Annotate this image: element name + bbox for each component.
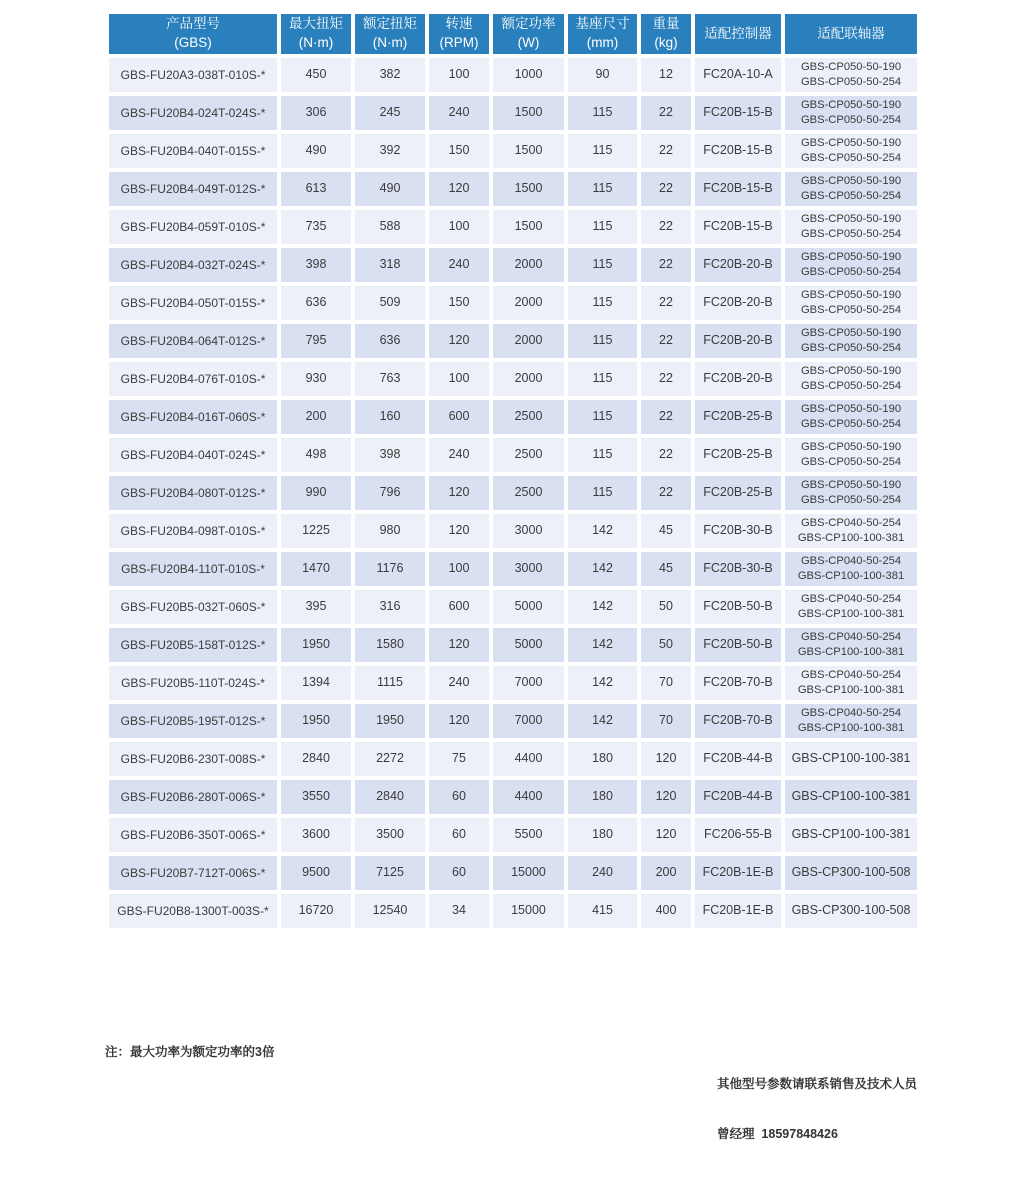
table-row [107,170,919,208]
table-cell: 2272 [353,740,427,778]
table-cell: FC20B-30-B [693,512,783,550]
table-cell: 22 [639,170,693,208]
table-cell: 22 [639,246,693,284]
table-row [107,854,919,892]
table-row [107,778,919,816]
table-cell: GBS-CP050-50-190 GBS-CP050-50-254 [783,170,919,208]
table-cell: 3600 [279,816,353,854]
table-cell: 2500 [491,398,566,436]
table-cell: 5000 [491,588,566,626]
table-cell: 509 [353,284,427,322]
table-cell: 115 [566,208,639,246]
table-cell: GBS-FU20B6-350T-006S-* [107,816,279,854]
table-cell: GBS-CP040-50-254 GBS-CP100-100-381 [783,588,919,626]
col-header-base-size [566,12,639,56]
table-row [107,512,919,550]
table-cell: 980 [353,512,427,550]
table-cell: 12540 [353,892,427,930]
table-row [107,398,919,436]
table-cell: 3000 [491,550,566,588]
table-cell: GBS-FU20B7-712T-006S-* [107,854,279,892]
table-cell: GBS-FU20B4-050T-015S-* [107,284,279,322]
table-cell: 2500 [491,474,566,512]
table-cell: 735 [279,208,353,246]
table-cell: 318 [353,246,427,284]
table-cell: 796 [353,474,427,512]
table-cell: GBS-CP300-100-508 [783,892,919,930]
table-cell: 4400 [491,740,566,778]
table-cell: 1580 [353,626,427,664]
table-cell: GBS-FU20B4-016T-060S-* [107,398,279,436]
table-cell: GBS-CP100-100-381 [783,778,919,816]
table-row [107,360,919,398]
table-cell: 160 [353,398,427,436]
table-cell: 600 [427,398,491,436]
table-row [107,626,919,664]
table-cell: 142 [566,664,639,702]
col-header-speed-line2: (RPM) [439,35,479,50]
table-cell: 115 [566,170,639,208]
table-cell: 240 [427,94,491,132]
table-cell: 15000 [491,892,566,930]
table-cell: 490 [279,132,353,170]
table-cell: 398 [353,436,427,474]
table-cell: 990 [279,474,353,512]
table-cell: 1115 [353,664,427,702]
table-cell: 2000 [491,322,566,360]
table-cell: 22 [639,398,693,436]
table-cell: 75 [427,740,491,778]
table-cell: 613 [279,170,353,208]
table-row [107,816,919,854]
table-cell: 115 [566,284,639,322]
table-cell: 498 [279,436,353,474]
table-cell: 1394 [279,664,353,702]
table-cell: FC20B-30-B [693,550,783,588]
table-cell: FC20B-25-B [693,436,783,474]
col-header-model-line1: 产品型号 [166,16,220,32]
table-cell: 120 [639,740,693,778]
table-cell: 142 [566,588,639,626]
table-cell: 795 [279,322,353,360]
table-row [107,892,919,930]
table-cell: 2500 [491,436,566,474]
table-cell: 120 [427,322,491,360]
table-row [107,132,919,170]
table-cell: 240 [566,854,639,892]
table-cell: GBS-CP300-100-508 [783,854,919,892]
table-cell: 7125 [353,854,427,892]
table-cell: 15000 [491,854,566,892]
table-cell: FC20B-70-B [693,702,783,740]
table-cell: FC20B-20-B [693,246,783,284]
table-row [107,436,919,474]
table-cell: FC20B-50-B [693,588,783,626]
table-cell: 115 [566,322,639,360]
table-cell: 120 [427,702,491,740]
table-row [107,664,919,702]
table-cell: 392 [353,132,427,170]
footnote-contact-phone: 曾经理 18597848426 [716,1127,838,1142]
table-row [107,284,919,322]
table-cell: 1500 [491,208,566,246]
table-cell: 2000 [491,360,566,398]
table-cell: 70 [639,702,693,740]
table-header [107,12,919,56]
table-cell: 636 [279,284,353,322]
table-row [107,246,919,284]
table-cell: 115 [566,246,639,284]
table-cell: 240 [427,664,491,702]
table-cell: GBS-FU20B4-098T-010S-* [107,512,279,550]
table-cell: GBS-FU20B4-040T-024S-* [107,436,279,474]
table-cell: 12 [639,56,693,94]
table-cell: FC20B-44-B [693,740,783,778]
table-cell: GBS-CP100-100-381 [783,740,919,778]
table-cell: GBS-FU20B5-158T-012S-* [107,626,279,664]
table-cell: 22 [639,322,693,360]
table-cell: 4400 [491,778,566,816]
table-cell: GBS-CP050-50-190 GBS-CP050-50-254 [783,322,919,360]
table-cell: 16720 [279,892,353,930]
footnote-max-power: 注：最大功率为额定功率的3倍 [105,1045,275,1059]
table-cell: 763 [353,360,427,398]
table-row [107,94,919,132]
table-cell: 306 [279,94,353,132]
table-row [107,588,919,626]
col-header-controller [693,12,783,56]
table-cell: 1500 [491,132,566,170]
table-cell: FC20B-15-B [693,208,783,246]
table-cell: GBS-FU20B4-032T-024S-* [107,246,279,284]
table-cell: 142 [566,702,639,740]
col-header-rated-power-line2: (W) [517,35,540,50]
table-cell: FC20B-1E-B [693,892,783,930]
table-cell: 60 [427,778,491,816]
table-cell: GBS-CP040-50-254 GBS-CP100-100-381 [783,664,919,702]
table-row [107,550,919,588]
table-cell: 142 [566,626,639,664]
table-cell: 60 [427,816,491,854]
col-header-model [107,12,279,56]
table-cell: 22 [639,208,693,246]
table-cell: 142 [566,512,639,550]
table-cell: 115 [566,398,639,436]
table-cell: GBS-CP050-50-190 GBS-CP050-50-254 [783,132,919,170]
table-cell: 115 [566,360,639,398]
table-cell: 240 [427,246,491,284]
col-header-weight-line2: (kg) [654,35,678,50]
col-header-rated-power [491,12,566,56]
table-row [107,322,919,360]
table-cell: 60 [427,854,491,892]
table-cell: GBS-FU20B5-195T-012S-* [107,702,279,740]
table-cell: 70 [639,664,693,702]
table-cell: FC20B-15-B [693,94,783,132]
table-row [107,56,919,94]
table-cell: FC20A-10-A [693,56,783,94]
table-cell: 1176 [353,550,427,588]
col-header-model-line2: (GBS) [174,35,212,50]
table-cell: 7000 [491,702,566,740]
table-cell: GBS-CP050-50-190 GBS-CP050-50-254 [783,208,919,246]
col-header-base-size-line2: (mm) [586,35,619,50]
table-cell: GBS-FU20B4-080T-012S-* [107,474,279,512]
table-cell: FC20B-15-B [693,132,783,170]
col-header-speed-line1: 转速 [445,16,473,32]
table-cell: FC20B-1E-B [693,854,783,892]
table-cell: 22 [639,360,693,398]
table-cell: FC20B-20-B [693,284,783,322]
footer [105,1042,917,1177]
table-row [107,474,919,512]
table-cell: 1500 [491,94,566,132]
table-cell: 395 [279,588,353,626]
table-cell: 3000 [491,512,566,550]
table-cell: 100 [427,56,491,94]
table-cell: 180 [566,778,639,816]
col-header-rated-torque [353,12,427,56]
col-header-weight-line1: 重量 [652,16,680,32]
table-cell: GBS-CP050-50-190 GBS-CP050-50-254 [783,94,919,132]
table-cell: GBS-FU20B4-076T-010S-* [107,360,279,398]
table-cell: 180 [566,740,639,778]
table-cell: FC20B-70-B [693,664,783,702]
table-cell: 22 [639,436,693,474]
table-cell: GBS-CP040-50-254 GBS-CP100-100-381 [783,550,919,588]
table-cell: GBS-CP050-50-190 GBS-CP050-50-254 [783,360,919,398]
table-cell: GBS-FU20B4-064T-012S-* [107,322,279,360]
table-cell: FC20B-25-B [693,398,783,436]
table-cell: 120 [427,474,491,512]
table-cell: 22 [639,132,693,170]
table-cell: 90 [566,56,639,94]
table-cell: 180 [566,816,639,854]
col-header-base-size-line1: 基座尺寸 [575,16,630,32]
table-cell: 50 [639,588,693,626]
table-cell: GBS-CP040-50-254 GBS-CP100-100-381 [783,512,919,550]
table-cell: 245 [353,94,427,132]
table-cell: 120 [639,778,693,816]
table-cell: 120 [427,170,491,208]
table-cell: 50 [639,626,693,664]
col-header-coupling-line1: 适配联轴器 [817,25,885,41]
table-cell: 3550 [279,778,353,816]
footnote-contact-line1: 其他型号参数请联系销售及技术人员 [716,1076,917,1091]
table-cell: 588 [353,208,427,246]
table-cell: GBS-FU20B6-230T-008S-* [107,740,279,778]
table-cell: FC20B-20-B [693,322,783,360]
table-cell: 1950 [279,626,353,664]
table-cell: GBS-FU20B4-024T-024S-* [107,94,279,132]
table-cell: 2840 [279,740,353,778]
table-cell: 2000 [491,246,566,284]
table-cell: GBS-CP050-50-190 GBS-CP050-50-254 [783,284,919,322]
table-cell: 120 [427,626,491,664]
table-cell: 150 [427,132,491,170]
table-row [107,702,919,740]
table-cell: 398 [279,246,353,284]
table-cell: 100 [427,208,491,246]
table-cell: 115 [566,436,639,474]
table-cell: GBS-FU20B6-280T-006S-* [107,778,279,816]
col-header-rated-power-line1: 额定功率 [501,16,556,32]
table-cell: FC206-55-B [693,816,783,854]
table-cell: 2840 [353,778,427,816]
table-cell: GBS-FU20B4-049T-012S-* [107,170,279,208]
table-cell: 1500 [491,170,566,208]
table-cell: 22 [639,284,693,322]
header-row [107,12,919,56]
col-header-rated-torque-line2: (N·m) [372,35,408,50]
col-header-coupling [783,12,919,56]
table-cell: FC20B-44-B [693,778,783,816]
table-cell: 22 [639,94,693,132]
table-body [107,56,919,930]
col-header-rated-torque-line1: 额定扭矩 [363,16,417,32]
table-cell: 120 [427,512,491,550]
table-cell: GBS-CP100-100-381 [783,816,919,854]
table-cell: 240 [427,436,491,474]
table-cell: GBS-FU20B4-040T-015S-* [107,132,279,170]
table-cell: 930 [279,360,353,398]
table-cell: 22 [639,474,693,512]
table-cell: 142 [566,550,639,588]
table-cell: GBS-FU20A3-038T-010S-* [107,56,279,94]
col-header-speed [427,12,491,56]
table-cell: 150 [427,284,491,322]
table-cell: 115 [566,132,639,170]
table-cell: 115 [566,474,639,512]
table-cell: GBS-FU20B5-032T-060S-* [107,588,279,626]
table-cell: GBS-CP040-50-254 GBS-CP100-100-381 [783,626,919,664]
table-cell: 34 [427,892,491,930]
table-cell: 415 [566,892,639,930]
table-cell: GBS-CP050-50-190 GBS-CP050-50-254 [783,474,919,512]
table-cell: 1470 [279,550,353,588]
table-cell: 200 [279,398,353,436]
col-header-max-torque-line2: (N·m) [298,35,334,50]
table-cell: 3500 [353,816,427,854]
table-cell: 382 [353,56,427,94]
table-cell: 1225 [279,512,353,550]
col-header-weight [639,12,693,56]
table-cell: 2000 [491,284,566,322]
table-cell: 5000 [491,626,566,664]
table-cell: GBS-CP050-50-190 GBS-CP050-50-254 [783,246,919,284]
table-cell: 100 [427,360,491,398]
table-cell: 400 [639,892,693,930]
table-cell: GBS-FU20B5-110T-024S-* [107,664,279,702]
table-row [107,740,919,778]
table-cell: 200 [639,854,693,892]
table-cell: GBS-CP040-50-254 GBS-CP100-100-381 [783,702,919,740]
table-cell: 100 [427,550,491,588]
table-cell: 7000 [491,664,566,702]
table-cell: GBS-FU20B4-110T-010S-* [107,550,279,588]
footnote-contact [717,1042,917,1177]
table-cell: 450 [279,56,353,94]
table-cell: GBS-FU20B8-1300T-003S-* [107,892,279,930]
table-cell: 45 [639,550,693,588]
table-cell: 316 [353,588,427,626]
table-cell: 9500 [279,854,353,892]
table-cell: 115 [566,94,639,132]
table-cell: 636 [353,322,427,360]
table-cell: 1950 [353,702,427,740]
spec-table [105,10,921,932]
table-cell: FC20B-50-B [693,626,783,664]
table-cell: 490 [353,170,427,208]
col-header-controller-line1: 适配控制器 [704,25,772,41]
table-cell: 600 [427,588,491,626]
table-cell: GBS-CP050-50-190 GBS-CP050-50-254 [783,398,919,436]
table-cell: GBS-CP050-50-190 GBS-CP050-50-254 [783,56,919,94]
table-cell: FC20B-25-B [693,474,783,512]
col-header-max-torque [279,12,353,56]
table-cell: FC20B-15-B [693,170,783,208]
table-cell: GBS-CP050-50-190 GBS-CP050-50-254 [783,436,919,474]
table-cell: 1000 [491,56,566,94]
col-header-max-torque-line1: 最大扭矩 [289,16,343,32]
table-cell: GBS-FU20B4-059T-010S-* [107,208,279,246]
table-cell: 1950 [279,702,353,740]
table-cell: 120 [639,816,693,854]
table-cell: FC20B-20-B [693,360,783,398]
table-cell: 5500 [491,816,566,854]
table-cell: 45 [639,512,693,550]
table-row [107,208,919,246]
